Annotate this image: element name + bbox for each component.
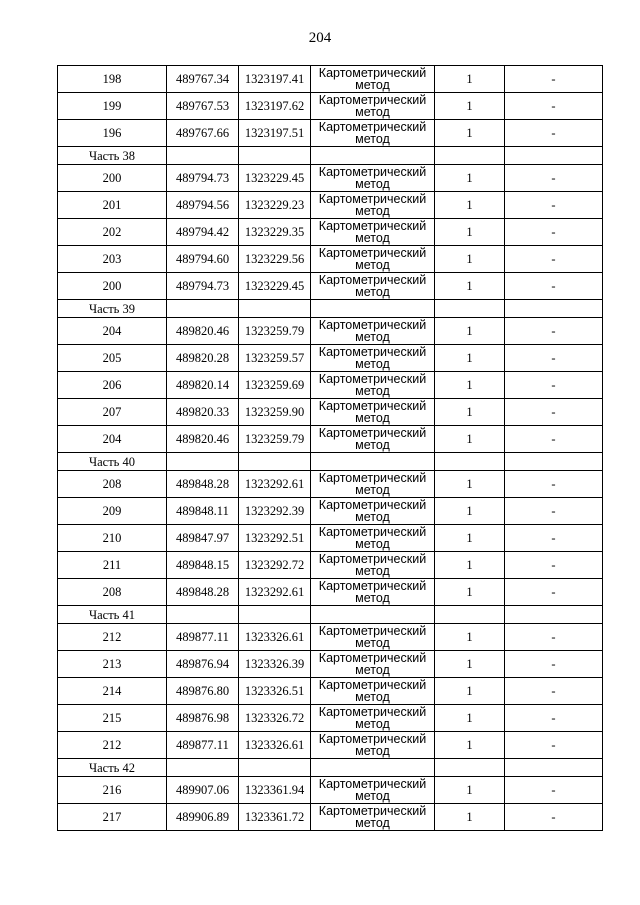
- method-line-1: Картометрический: [318, 192, 427, 206]
- empty-cell: [311, 453, 435, 471]
- method-cell: [311, 777, 435, 804]
- point-number-cell: 198: [58, 66, 167, 93]
- accuracy-cell: 1: [435, 777, 505, 804]
- method-cell: [311, 165, 435, 192]
- point-number-cell: 215: [58, 705, 167, 732]
- x-coordinate-cell: 489794.73: [167, 273, 239, 300]
- method-line-2: метод: [355, 357, 390, 371]
- method-line-2: метод: [355, 789, 390, 803]
- method-line-1: Картометрический: [318, 318, 427, 332]
- note-cell: -: [505, 552, 603, 579]
- method-line-1: Картометрический: [318, 777, 427, 791]
- point-number-cell: 210: [58, 525, 167, 552]
- table-row: [58, 372, 603, 399]
- method-cell: [311, 318, 435, 345]
- y-coordinate-cell: 1323326.39: [239, 651, 311, 678]
- note-cell: -: [505, 426, 603, 453]
- method-line-2: метод: [355, 744, 390, 758]
- y-coordinate-cell: 1323229.23: [239, 192, 311, 219]
- method-line-1: Картометрический: [318, 705, 427, 719]
- method-cell: [311, 804, 435, 831]
- x-coordinate-cell: 489877.11: [167, 732, 239, 759]
- method-cell: [311, 552, 435, 579]
- method-line-2: метод: [355, 717, 390, 731]
- y-coordinate-cell: 1323326.51: [239, 678, 311, 705]
- coordinates-table: [57, 65, 603, 831]
- accuracy-cell: 1: [435, 273, 505, 300]
- note-cell: -: [505, 165, 603, 192]
- x-coordinate-cell: 489847.97: [167, 525, 239, 552]
- method-line-2: метод: [355, 330, 390, 344]
- accuracy-cell: 1: [435, 552, 505, 579]
- method-line-2: метод: [355, 258, 390, 272]
- method-line-2: метод: [355, 537, 390, 551]
- part-label: Часть 38: [58, 147, 167, 165]
- method-line-2: метод: [355, 591, 390, 605]
- method-cell: [311, 732, 435, 759]
- accuracy-cell: 1: [435, 399, 505, 426]
- note-cell: -: [505, 120, 603, 147]
- method-line-2: метод: [355, 816, 390, 830]
- accuracy-cell: 1: [435, 93, 505, 120]
- point-number-cell: 216: [58, 777, 167, 804]
- accuracy-cell: 1: [435, 246, 505, 273]
- method-line-1: Картометрический: [318, 471, 427, 485]
- method-cell: [311, 579, 435, 606]
- note-cell: -: [505, 345, 603, 372]
- point-number-cell: 201: [58, 192, 167, 219]
- table-row: [58, 120, 603, 147]
- method-line-2: метод: [355, 78, 390, 92]
- empty-cell: [167, 606, 239, 624]
- method-line-1: Картометрический: [318, 624, 427, 638]
- x-coordinate-cell: 489767.66: [167, 120, 239, 147]
- y-coordinate-cell: 1323326.72: [239, 705, 311, 732]
- method-cell: [311, 93, 435, 120]
- part-row: [58, 147, 603, 165]
- point-number-cell: 204: [58, 426, 167, 453]
- y-coordinate-cell: 1323197.41: [239, 66, 311, 93]
- table-row: [58, 93, 603, 120]
- empty-cell: [435, 606, 505, 624]
- empty-cell: [505, 606, 603, 624]
- table-row: [58, 273, 603, 300]
- method-cell: [311, 372, 435, 399]
- note-cell: -: [505, 678, 603, 705]
- note-cell: -: [505, 246, 603, 273]
- method-line-2: метод: [355, 510, 390, 524]
- method-cell: [311, 624, 435, 651]
- note-cell: -: [505, 732, 603, 759]
- accuracy-cell: 1: [435, 66, 505, 93]
- method-line-2: метод: [355, 285, 390, 299]
- method-line-2: метод: [355, 438, 390, 452]
- x-coordinate-cell: 489848.28: [167, 471, 239, 498]
- x-coordinate-cell: 489876.94: [167, 651, 239, 678]
- method-cell: [311, 273, 435, 300]
- empty-cell: [311, 147, 435, 165]
- note-cell: -: [505, 705, 603, 732]
- method-line-1: Картометрический: [318, 219, 427, 233]
- empty-cell: [505, 300, 603, 318]
- empty-cell: [435, 453, 505, 471]
- method-line-2: метод: [355, 690, 390, 704]
- method-line-1: Картометрический: [318, 120, 427, 134]
- method-cell: [311, 498, 435, 525]
- method-line-2: метод: [355, 204, 390, 218]
- table-row: [58, 678, 603, 705]
- y-coordinate-cell: 1323259.69: [239, 372, 311, 399]
- part-row: [58, 759, 603, 777]
- empty-cell: [505, 759, 603, 777]
- point-number-cell: 209: [58, 498, 167, 525]
- part-label: Часть 41: [58, 606, 167, 624]
- part-row: [58, 300, 603, 318]
- method-line-1: Картометрический: [318, 273, 427, 287]
- method-cell: [311, 399, 435, 426]
- y-coordinate-cell: 1323259.79: [239, 426, 311, 453]
- method-line-1: Картометрический: [318, 93, 427, 107]
- empty-cell: [435, 147, 505, 165]
- note-cell: -: [505, 93, 603, 120]
- note-cell: -: [505, 66, 603, 93]
- y-coordinate-cell: 1323259.79: [239, 318, 311, 345]
- point-number-cell: 196: [58, 120, 167, 147]
- method-line-2: метод: [355, 132, 390, 146]
- point-number-cell: 206: [58, 372, 167, 399]
- table-row: [58, 345, 603, 372]
- method-cell: [311, 525, 435, 552]
- point-number-cell: 207: [58, 399, 167, 426]
- point-number-cell: 199: [58, 93, 167, 120]
- empty-cell: [435, 759, 505, 777]
- y-coordinate-cell: 1323292.51: [239, 525, 311, 552]
- note-cell: -: [505, 651, 603, 678]
- point-number-cell: 200: [58, 273, 167, 300]
- empty-cell: [435, 300, 505, 318]
- point-number-cell: 200: [58, 165, 167, 192]
- accuracy-cell: 1: [435, 624, 505, 651]
- method-line-1: Картометрический: [318, 498, 427, 512]
- x-coordinate-cell: 489877.11: [167, 624, 239, 651]
- note-cell: -: [505, 777, 603, 804]
- method-line-2: метод: [355, 564, 390, 578]
- method-line-2: метод: [355, 411, 390, 425]
- point-number-cell: 217: [58, 804, 167, 831]
- method-line-1: Картометрический: [318, 651, 427, 665]
- accuracy-cell: 1: [435, 471, 505, 498]
- method-line-2: метод: [355, 177, 390, 191]
- table-row: [58, 399, 603, 426]
- method-line-1: Картометрический: [318, 345, 427, 359]
- table-row: [58, 318, 603, 345]
- accuracy-cell: 1: [435, 498, 505, 525]
- y-coordinate-cell: 1323229.35: [239, 219, 311, 246]
- accuracy-cell: 1: [435, 219, 505, 246]
- x-coordinate-cell: 489848.11: [167, 498, 239, 525]
- x-coordinate-cell: 489907.06: [167, 777, 239, 804]
- method-line-1: Картометрический: [318, 399, 427, 413]
- note-cell: -: [505, 318, 603, 345]
- y-coordinate-cell: 1323326.61: [239, 732, 311, 759]
- y-coordinate-cell: 1323292.39: [239, 498, 311, 525]
- accuracy-cell: 1: [435, 678, 505, 705]
- table-row: [58, 804, 603, 831]
- point-number-cell: 202: [58, 219, 167, 246]
- accuracy-cell: 1: [435, 705, 505, 732]
- note-cell: -: [505, 192, 603, 219]
- x-coordinate-cell: 489876.98: [167, 705, 239, 732]
- table-row: [58, 192, 603, 219]
- accuracy-cell: 1: [435, 120, 505, 147]
- y-coordinate-cell: 1323292.61: [239, 471, 311, 498]
- method-line-2: метод: [355, 663, 390, 677]
- point-number-cell: 208: [58, 471, 167, 498]
- empty-cell: [311, 759, 435, 777]
- y-coordinate-cell: 1323361.72: [239, 804, 311, 831]
- table-row: [58, 219, 603, 246]
- y-coordinate-cell: 1323326.61: [239, 624, 311, 651]
- table-row: [58, 426, 603, 453]
- x-coordinate-cell: 489820.33: [167, 399, 239, 426]
- table-row: [58, 246, 603, 273]
- point-number-cell: 203: [58, 246, 167, 273]
- note-cell: -: [505, 624, 603, 651]
- empty-cell: [167, 453, 239, 471]
- part-row: [58, 606, 603, 624]
- method-cell: [311, 651, 435, 678]
- point-number-cell: 214: [58, 678, 167, 705]
- page-number: 204: [308, 30, 332, 46]
- empty-cell: [505, 147, 603, 165]
- method-line-1: Картометрический: [318, 525, 427, 539]
- method-cell: [311, 426, 435, 453]
- accuracy-cell: 1: [435, 651, 505, 678]
- x-coordinate-cell: 489767.34: [167, 66, 239, 93]
- method-line-1: Картометрический: [318, 165, 427, 179]
- part-label: Часть 40: [58, 453, 167, 471]
- y-coordinate-cell: 1323229.45: [239, 273, 311, 300]
- accuracy-cell: 1: [435, 165, 505, 192]
- point-number-cell: 211: [58, 552, 167, 579]
- method-line-1: Картометрический: [318, 678, 427, 692]
- note-cell: -: [505, 273, 603, 300]
- point-number-cell: 213: [58, 651, 167, 678]
- y-coordinate-cell: 1323197.51: [239, 120, 311, 147]
- method-line-2: метод: [355, 231, 390, 245]
- method-cell: [311, 471, 435, 498]
- method-line-1: Картометрический: [318, 66, 427, 80]
- empty-cell: [239, 300, 311, 318]
- method-line-1: Картометрический: [318, 732, 427, 746]
- table-row: [58, 165, 603, 192]
- accuracy-cell: 1: [435, 345, 505, 372]
- accuracy-cell: 1: [435, 192, 505, 219]
- table-row: [58, 552, 603, 579]
- note-cell: -: [505, 219, 603, 246]
- empty-cell: [239, 453, 311, 471]
- empty-cell: [311, 300, 435, 318]
- x-coordinate-cell: 489848.15: [167, 552, 239, 579]
- note-cell: -: [505, 399, 603, 426]
- note-cell: -: [505, 471, 603, 498]
- table-row: [58, 732, 603, 759]
- method-line-1: Картометрический: [318, 579, 427, 593]
- method-line-1: Картометрический: [318, 246, 427, 260]
- accuracy-cell: 1: [435, 318, 505, 345]
- method-cell: [311, 219, 435, 246]
- y-coordinate-cell: 1323229.56: [239, 246, 311, 273]
- method-line-2: метод: [355, 384, 390, 398]
- table-row: [58, 579, 603, 606]
- x-coordinate-cell: 489820.46: [167, 426, 239, 453]
- empty-cell: [239, 606, 311, 624]
- method-line-1: Картометрический: [318, 804, 427, 818]
- x-coordinate-cell: 489794.42: [167, 219, 239, 246]
- y-coordinate-cell: 1323361.94: [239, 777, 311, 804]
- empty-cell: [505, 453, 603, 471]
- empty-cell: [239, 147, 311, 165]
- method-cell: [311, 246, 435, 273]
- table-row: [58, 705, 603, 732]
- x-coordinate-cell: 489794.73: [167, 165, 239, 192]
- point-number-cell: 208: [58, 579, 167, 606]
- method-line-2: метод: [355, 636, 390, 650]
- x-coordinate-cell: 489820.14: [167, 372, 239, 399]
- accuracy-cell: 1: [435, 579, 505, 606]
- note-cell: -: [505, 498, 603, 525]
- accuracy-cell: 1: [435, 732, 505, 759]
- table-row: [58, 624, 603, 651]
- point-number-cell: 212: [58, 624, 167, 651]
- part-label: Часть 42: [58, 759, 167, 777]
- x-coordinate-cell: 489820.28: [167, 345, 239, 372]
- note-cell: -: [505, 804, 603, 831]
- table-row: [58, 498, 603, 525]
- empty-cell: [167, 300, 239, 318]
- table-row: [58, 525, 603, 552]
- method-cell: [311, 192, 435, 219]
- y-coordinate-cell: 1323229.45: [239, 165, 311, 192]
- method-cell: [311, 678, 435, 705]
- accuracy-cell: 1: [435, 372, 505, 399]
- part-row: [58, 453, 603, 471]
- empty-cell: [311, 606, 435, 624]
- accuracy-cell: 1: [435, 426, 505, 453]
- table-row: [58, 66, 603, 93]
- x-coordinate-cell: 489906.89: [167, 804, 239, 831]
- accuracy-cell: 1: [435, 804, 505, 831]
- y-coordinate-cell: 1323259.90: [239, 399, 311, 426]
- method-line-1: Картометрический: [318, 372, 427, 386]
- method-line-1: Картометрический: [318, 552, 427, 566]
- note-cell: -: [505, 579, 603, 606]
- method-line-1: Картометрический: [318, 426, 427, 440]
- note-cell: -: [505, 372, 603, 399]
- method-cell: [311, 120, 435, 147]
- method-line-2: метод: [355, 105, 390, 119]
- table-row: [58, 651, 603, 678]
- accuracy-cell: 1: [435, 525, 505, 552]
- x-coordinate-cell: 489794.60: [167, 246, 239, 273]
- empty-cell: [167, 759, 239, 777]
- table-row: [58, 777, 603, 804]
- y-coordinate-cell: 1323197.62: [239, 93, 311, 120]
- x-coordinate-cell: 489876.80: [167, 678, 239, 705]
- note-cell: -: [505, 525, 603, 552]
- method-cell: [311, 66, 435, 93]
- x-coordinate-cell: 489767.53: [167, 93, 239, 120]
- y-coordinate-cell: 1323292.61: [239, 579, 311, 606]
- x-coordinate-cell: 489848.28: [167, 579, 239, 606]
- y-coordinate-cell: 1323292.72: [239, 552, 311, 579]
- point-number-cell: 212: [58, 732, 167, 759]
- method-cell: [311, 345, 435, 372]
- table-row: [58, 471, 603, 498]
- method-cell: [311, 705, 435, 732]
- y-coordinate-cell: 1323259.57: [239, 345, 311, 372]
- method-line-2: метод: [355, 483, 390, 497]
- point-number-cell: 205: [58, 345, 167, 372]
- empty-cell: [239, 759, 311, 777]
- point-number-cell: 204: [58, 318, 167, 345]
- part-label: Часть 39: [58, 300, 167, 318]
- x-coordinate-cell: 489794.56: [167, 192, 239, 219]
- x-coordinate-cell: 489820.46: [167, 318, 239, 345]
- empty-cell: [167, 147, 239, 165]
